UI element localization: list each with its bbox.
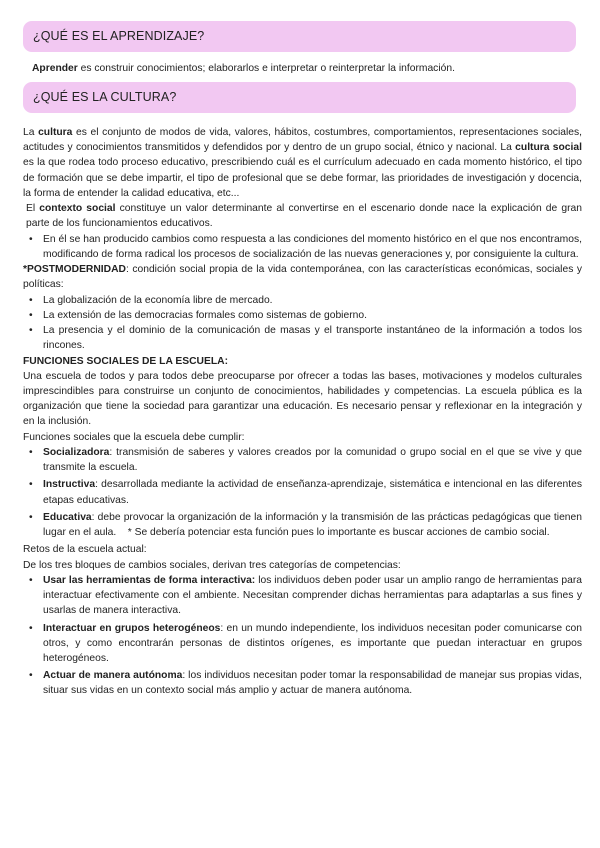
list-item xyxy=(43,477,582,507)
text: : debe provocar la organización de la información y la transmisión de las prácticas pedagógicas que tienen lugar en el aula. * Se debería potenciar esta función pues lo importante es buscar acciones de cambio social. xyxy=(43,511,585,539)
term-herramientas: Usar las herramientas de forma interactiva: xyxy=(43,574,256,586)
term-contexto-social: contexto social xyxy=(39,203,116,215)
list-item: • La globalización de la economía libre de mercado. xyxy=(43,293,582,308)
text: es el conjunto de modos de vida, valores, hábitos, costumbres, comportamientos, representaciones sociales, actitudes y conocimientos transmitidos y defendidos por y dentro de un grupo social, étnico y nacional. La xyxy=(23,127,582,154)
term-socializadora: Socializadora xyxy=(43,446,110,458)
term-educativa: Educativa xyxy=(43,511,92,523)
list-item xyxy=(43,573,582,619)
bullet-list-competencies xyxy=(23,573,582,699)
section-heading-aprendizaje xyxy=(23,21,576,52)
section-heading-text: ¿QUÉ ES LA CULTURA? xyxy=(33,90,177,105)
bullet-list-functions xyxy=(23,445,585,540)
list-item: • En él se han producido cambios como respuesta a las condiciones del momento histórico en el que nos encontramos, modificando de forma radical los procesos de socialización de las nuevas generaciones y, por consiguiente la cultura. xyxy=(43,232,582,262)
term-postmodernidad: *POSTMODERNIDAD xyxy=(23,264,126,276)
text: : condición social propia de la vida contemporánea, con las características económicas, sociales y políticas: xyxy=(23,264,582,291)
text: es la que rodea todo proceso educativo, prescribiendo cuál es el currículum adecuado en cada momento histórico, el tipo de formación que se debe impartir, el tipo de profesional que se debe formar, las prioridades de investigación y docencia, la forma de entender la calidad educativa, etc... xyxy=(23,157,582,199)
text: El xyxy=(26,203,40,215)
text: constituye un valor determinante al convertirse en el escenario donde nace la explicación de gran parte de los funcionamientos educativos. xyxy=(26,203,582,230)
list-item xyxy=(43,445,582,475)
list-item xyxy=(43,668,582,698)
definition-text: es construir conocimientos; elaborarlos e interpretar o reinterpretar la información. xyxy=(77,63,455,74)
challenges-title: Retos de la escuela actual: xyxy=(23,544,147,556)
paragraph-contexto-social xyxy=(23,201,582,231)
bullet-list-cambios xyxy=(23,232,582,262)
list-item: • La extensión de las democracias formales como sistemas de gobierno. xyxy=(43,308,582,323)
aprendizaje-definition xyxy=(32,61,576,76)
text: La xyxy=(23,127,39,138)
term-grupos-heterogeneos: Interactuar en grupos heterogéneos xyxy=(43,622,221,634)
text: : los individuos necesitan poder tomar la responsabilidad de manejar sus propias vidas, situar sus vidas en un contexto social más amplio y actuar de manera autónoma. xyxy=(43,670,582,697)
list-item: • La presencia y el dominio de la comunicación de masas y el transporte instantáneo de la información a todos los rincones. xyxy=(43,323,582,353)
term-manera-autonoma: Actuar de manera autónoma xyxy=(43,670,183,682)
text: : desarrollada mediante la actividad de enseñanza-aprendizaje, sistemática e intencional en las diferentes etapas educativas. xyxy=(43,479,582,506)
paragraph-cultura xyxy=(23,125,582,201)
bullet-list-postmodernidad xyxy=(23,293,582,354)
functions-heading: FUNCIONES SOCIALES DE LA ESCUELA: xyxy=(23,355,228,367)
challenges-intro: De los tres bloques de cambios sociales, derivan tres categorías de competencias: xyxy=(23,559,401,571)
text: : transmisión de saberes y valores creados por la comunidad o grupo social en el que se vive y que transmite la escuela. xyxy=(43,446,582,474)
term-cultura-social: cultura social xyxy=(515,142,582,154)
paragraph-postmodernidad xyxy=(23,262,582,292)
paragraph-functions: Una escuela de todos y para todos debe preocuparse por ofrecer a todas las bases, motivaciones y modelos culturales imprescindibles para construirse un conjunto de conocimientos, habilidades y competencias. La escuela pública es la organización que tiene la sociedad para garantizar una educación. Es necesario pensar y reflexionar en la integración y en la inclusión. xyxy=(23,370,582,428)
list-item xyxy=(43,510,585,540)
section-heading-text: ¿QUÉ ES EL APRENDIZAJE? xyxy=(33,29,205,44)
term-aprender: Aprender xyxy=(32,63,78,74)
cultura-body xyxy=(23,125,585,701)
text: los individuos deben poder usar un amplio rango de herramientas para interactuar efectivamente con el ambiente. Necesitan comprender dichas herramientas para adaptarlas a sus fines y usarlas de manera interactiva. xyxy=(43,574,582,617)
term-cultura: cultura xyxy=(38,127,73,138)
functions-intro: Funciones sociales que la escuela debe cumplir: xyxy=(23,431,245,443)
text: : en un mundo independiente, los individuos necesitan poder comunicarse con otros, y como encontrarán personas de distintos orígenes, es importante que puedan interactuar en grupos heterogéneos. xyxy=(43,622,582,664)
term-instructiva: Instructiva xyxy=(43,479,96,491)
list-item xyxy=(43,621,582,667)
section-heading-cultura xyxy=(23,82,576,113)
